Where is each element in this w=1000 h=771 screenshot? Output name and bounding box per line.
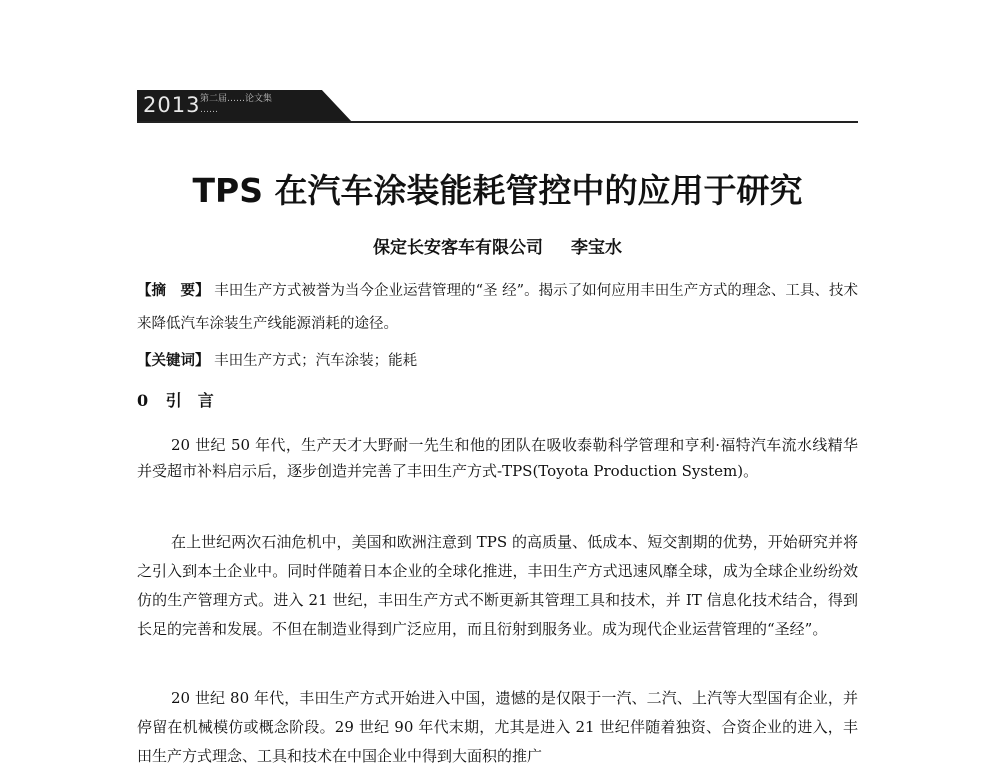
paragraph-text: 20 世纪 50 年代，生产天才大野耐一先生和他的团队在吸收泰勒科学管理和亨利·福特汽车流水线精华并受超市补料启示后，逐步创造并完善了丰田生产方式-TPS(Toyota Production System)。 <box>137 436 858 480</box>
header-subtitle-line2: …… <box>200 105 218 115</box>
keywords-label: 【关键词】 <box>137 352 210 369</box>
header-subtitle-line1: 第二届……论文集 <box>200 94 273 104</box>
article-title: TPS 在汽车涂装能耗管控中的应用于研究 <box>192 171 803 210</box>
affiliation: 保定长安客车有限公司 <box>373 238 544 258</box>
body-paragraph-1 <box>137 432 858 484</box>
keywords <box>137 345 858 377</box>
body-paragraph-2 <box>137 528 858 644</box>
header-year: 2013 <box>143 93 201 117</box>
abstract-text: 丰田生产方式被誉为当今企业运营管理的“圣 经”。揭示了如何应用丰田生产方式的理念、工具、技术来降低汽车涂装生产线能源消耗的途径。 <box>137 283 859 332</box>
paragraph-text: 20 世纪 80 年代，丰田生产方式开始进入中国，遗憾的是仅限于一汽、二汽、上汽等大型国有企业，并停留在机械模仿或概念阶段。29 世纪 90 年代末期，尤其是进入 21 世纪伴随着独资、合资企业的进入，丰田生产方式理念、工具和技术在中国企业中得到大面积的推广 <box>137 689 858 765</box>
paragraph-text: 在上世纪两次石油危机中，美国和欧洲注意到 TPS 的高质量、低成本、短交割期的优势，开始研究并将之引入到本土企业中。同时伴随着日本企业的全球化推进，丰田生产方式迅速风靡全球，成为全球企业纷纷效仿的生产管理方式。进入 21 世纪，丰田生产方式不断更新其管理工具和技术，并 IT 信息化技术结合，得到长足的完善和发展。不但在制造业得到广泛应用，而且衍射到服务业。成为现代企业运营管理的“圣经”。 <box>137 533 858 638</box>
abstract-label: 【摘 要】 <box>137 282 210 299</box>
byline <box>137 233 858 258</box>
section-title: 引 言 <box>165 391 214 410</box>
header-rule <box>137 121 858 123</box>
abstract <box>137 274 858 341</box>
section-heading <box>137 388 214 411</box>
section-number: 0 <box>137 391 149 410</box>
body-paragraph-3 <box>137 684 858 771</box>
header-subtitle <box>200 94 340 116</box>
author-name: 李宝水 <box>570 238 622 258</box>
keywords-text: 丰田生产方式；汽车涂装；能耗 <box>214 353 418 369</box>
